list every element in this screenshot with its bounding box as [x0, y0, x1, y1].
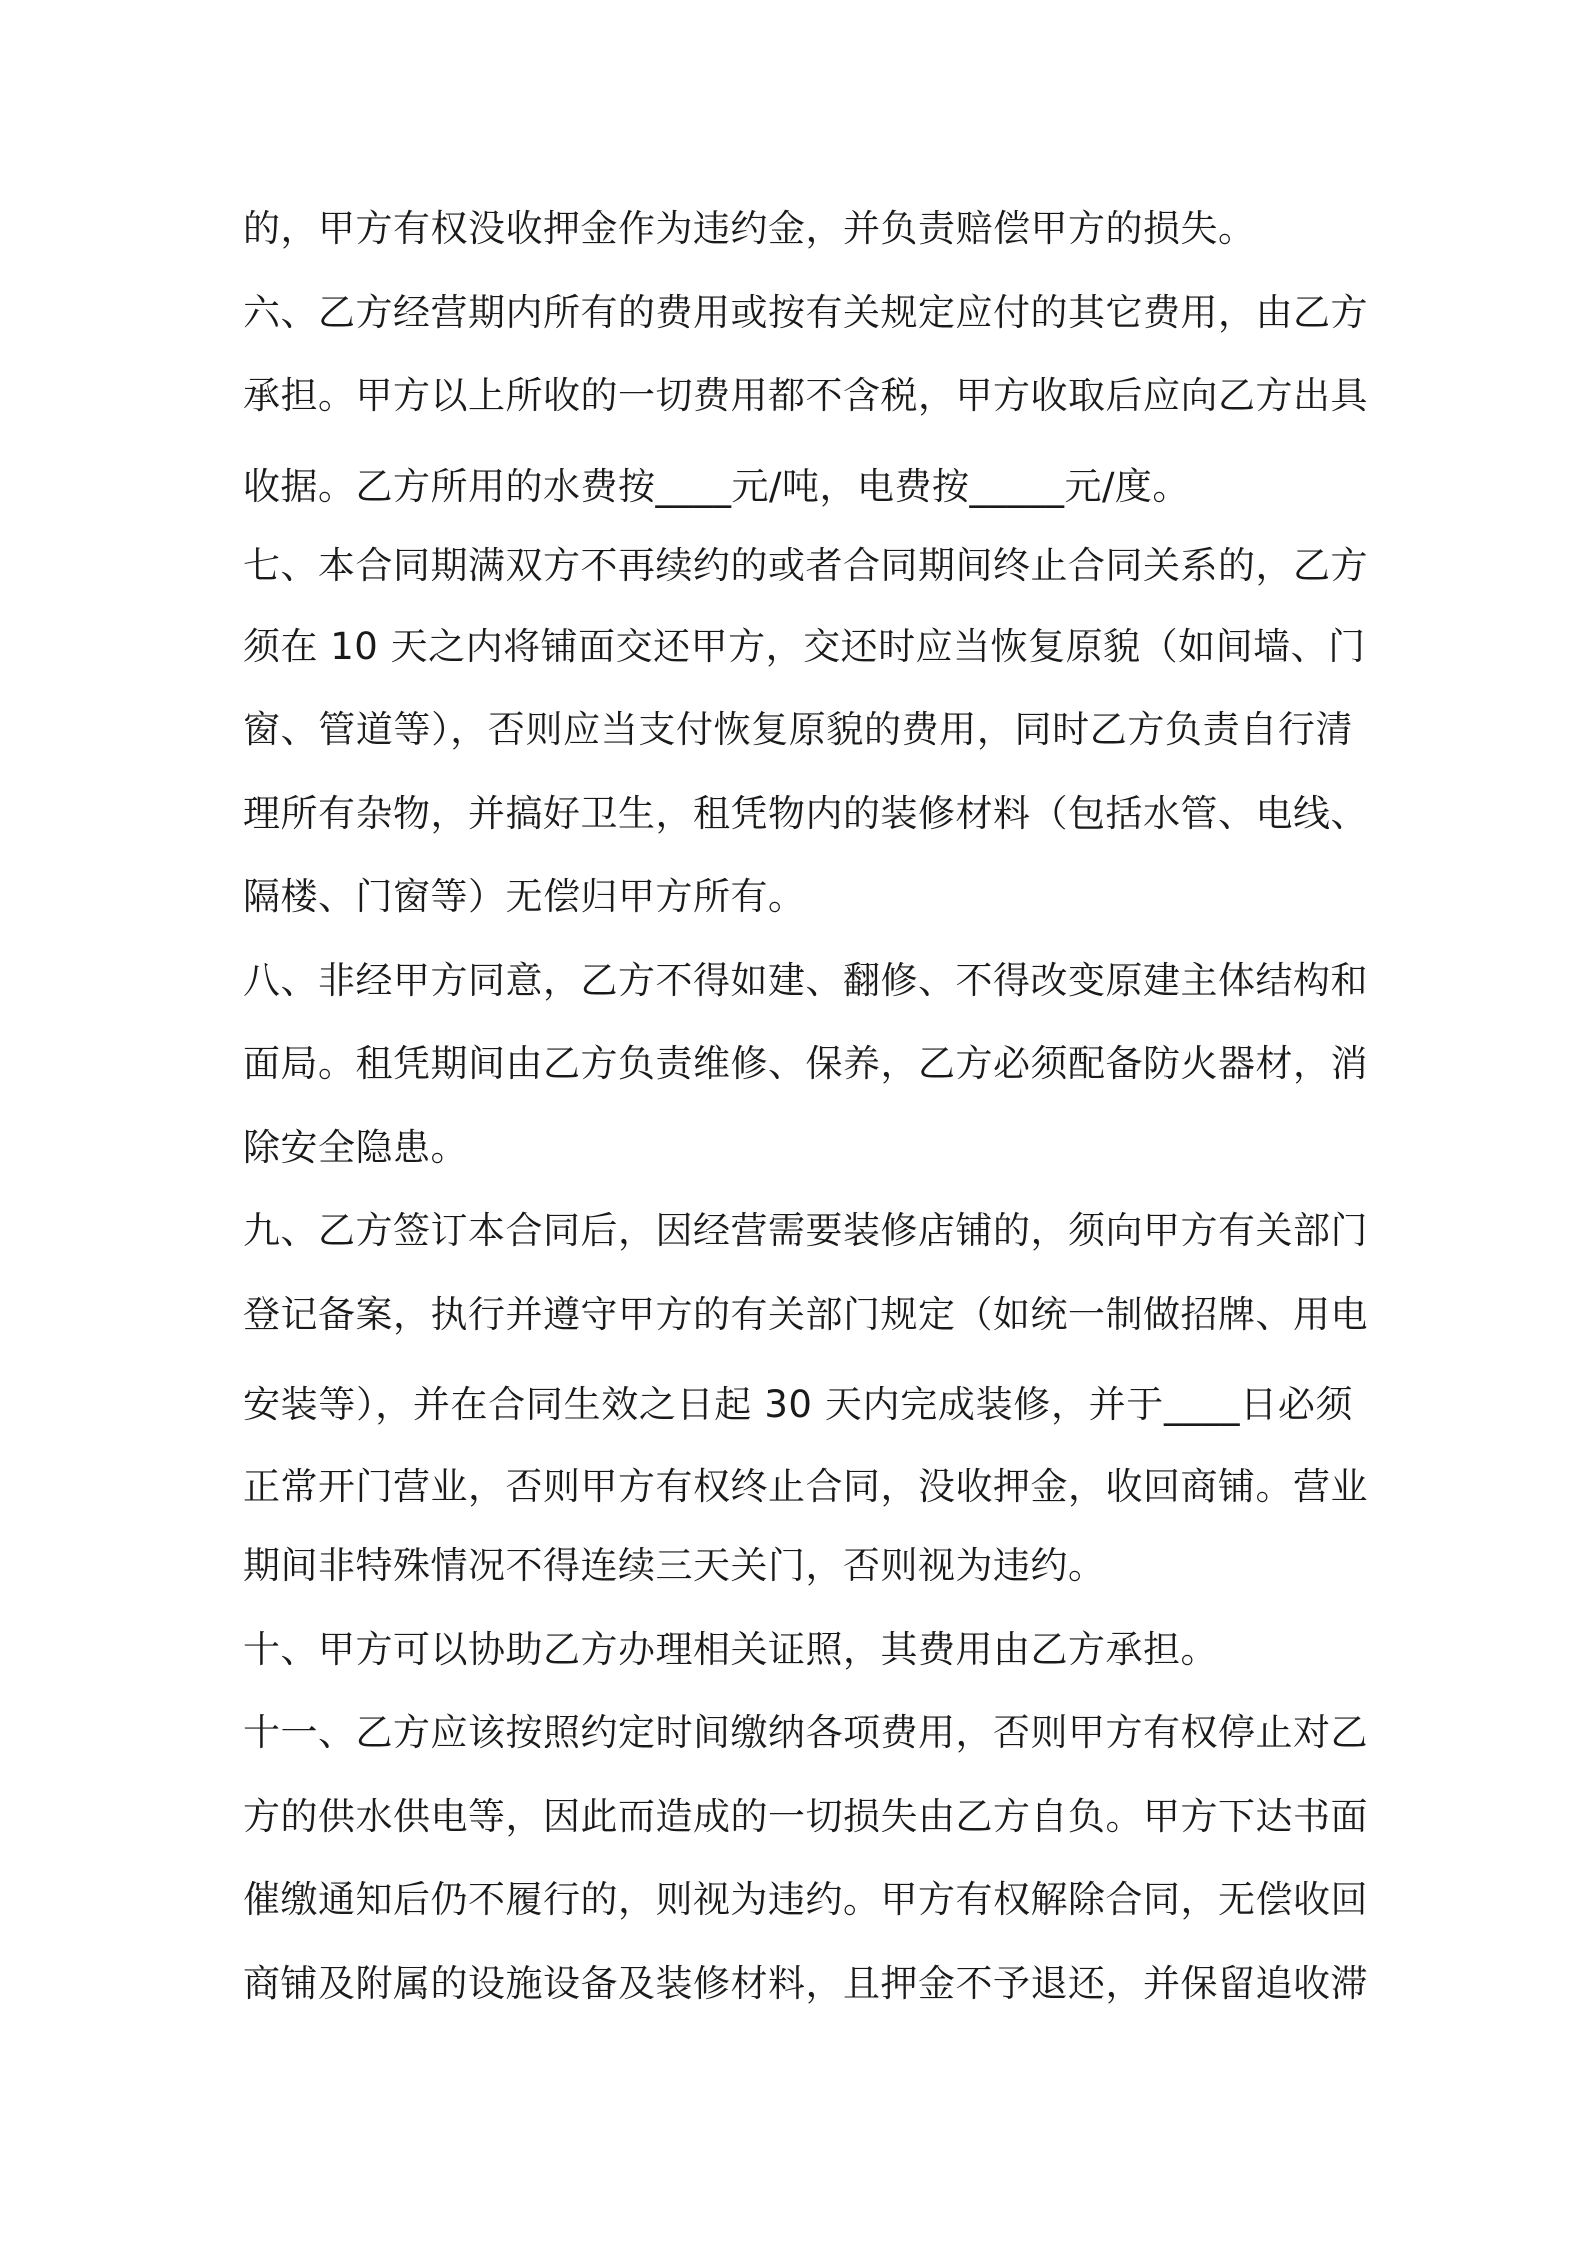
text-line: 的，甲方有权没收押金作为违约金，并负责赔偿甲方的损失。 [243, 207, 1256, 250]
text-line: 催缴通知后仍不履行的，则视为违约。甲方有权解除合同，无偿收回 [243, 1878, 1368, 1921]
text-line: 期间非特殊情况不得连续三天关门，否则视为违约。 [243, 1544, 1106, 1587]
text-line: 隔楼、门窗等）无偿归甲方所有。 [243, 875, 806, 918]
text-line: 理所有杂物，并搞好卫生，租凭物内的装修材料（包括水管、电线、 [243, 792, 1368, 835]
text-line: 九、乙方签订本合同后，因经营需要装修店铺的，须向甲方有关部门 [243, 1209, 1368, 1252]
text-line: 十、甲方可以协助乙方办理相关证照，其费用由乙方承担。 [243, 1628, 1218, 1671]
text-line: 承担。甲方以上所收的一切费用都不含税，甲方收取后应向乙方出具 [243, 374, 1368, 417]
text-line: 七、本合同期满双方不再续约的或者合同期间终止合同关系的，乙方 [243, 544, 1368, 587]
text-line: 安装等），并在合同生效之日起 30 天内完成装修，并于____日必须 [243, 1383, 1353, 1426]
text-line: 窗、管道等），否则应当支付恢复原貌的费用，同时乙方负责自行清 [243, 708, 1353, 751]
text-line: 方的供水供电等，因此而造成的一切损失由乙方自负。甲方下达书面 [243, 1795, 1368, 1838]
text-line: 商铺及附属的设施设备及装修材料，且押金不予退还，并保留追收滞 [243, 1962, 1368, 2005]
text-line: 登记备案，执行并遵守甲方的有关部门规定（如统一制做招牌、用电 [243, 1293, 1368, 1336]
text-line: 除安全隐患。 [243, 1126, 468, 1169]
text-line: 正常开门营业，否则甲方有权终止合同，没收押金，收回商铺。营业 [243, 1465, 1368, 1508]
text-line: 须在 10 天之内将铺面交还甲方，交还时应当恢复原貌（如间墙、门 [243, 625, 1366, 668]
text-line: 八、非经甲方同意，乙方不得如建、翻修、不得改变原建主体结构和 [243, 959, 1368, 1002]
text-line: 面局。租凭期间由乙方负责维修、保养，乙方必须配备防火器材，消 [243, 1042, 1368, 1085]
text-line: 六、乙方经营期内所有的费用或按有关规定应付的其它费用，由乙方 [243, 291, 1368, 334]
text-line: 收据。乙方所用的水费按____元/吨，电费按_____元/度。 [243, 465, 1190, 508]
text-line: 十一、乙方应该按照约定时间缴纳各项费用，否则甲方有权停止对乙 [243, 1711, 1368, 1754]
